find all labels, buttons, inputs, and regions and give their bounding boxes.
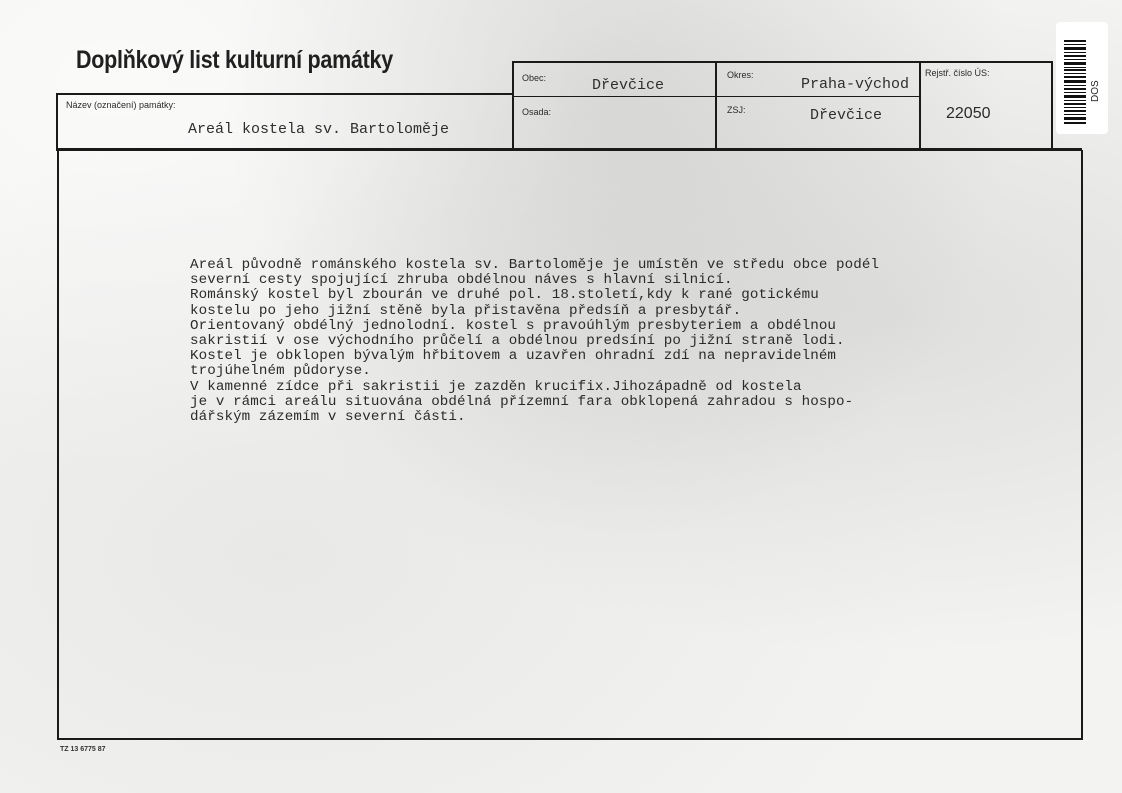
description-line: dářským zázemím v severní části. [190, 409, 466, 426]
header-vline-right [1051, 61, 1053, 151]
description-line: Románský kostel byl zbourán ve druhé pol. 18.století,kdy k rané gotickému [190, 287, 819, 304]
description-line: V kamenné zídce při sakristii je zazděn krucifix.Jihozápadně od kostela [190, 378, 802, 395]
header-vline-left [56, 93, 58, 151]
rejstrik-label: Rejstř. číslo ÚS: [925, 68, 990, 78]
description-line: Orientovaný obdélný jednolodní. kostel s pravoúhlým presbyteriem a obdélnou [190, 317, 837, 334]
header-vline-rejst [919, 61, 921, 151]
form-code: TZ 13 6775 87 [60, 746, 106, 753]
zsj-label: ZSJ: [727, 105, 746, 115]
zsj-value: Dřevčice [810, 107, 883, 124]
nazev-value: Areál kostela sv. Bartoloměje [188, 121, 450, 138]
name-box-top-line [56, 93, 514, 95]
description-line: severní cesty spojující zhruba obdélnou náves s hlavní silnicí. [190, 272, 733, 289]
header-vline-okres [715, 61, 717, 151]
okres-zsj-divider [716, 96, 920, 97]
description-line: je v rámci areálu situována obdélná přízemní fara obklopená zahradou s hospo- [190, 393, 854, 410]
barcode-label: DOS [1090, 80, 1101, 102]
body-box-bottom [57, 738, 1083, 740]
obec-label: Obec: [522, 73, 547, 83]
nazev-label: Název (označení) památky: [66, 100, 176, 110]
description-line: trojúhelném půdoryse. [190, 363, 371, 380]
description-line: Areál původně románského kostela sv. Bartoloměje je umístěn ve středu obce podél [190, 257, 880, 273]
description-line: Kostel je obklopen bývalým hřbitovem a uzavřen ohradní zdí na nepravidelném [190, 348, 837, 365]
okres-label: Okres: [727, 70, 754, 80]
description-line: sakristií v ose východního průčelí a obdélnou predsíní po jižní straně lodi. [190, 333, 845, 350]
description-text [190, 258, 879, 425]
header-vline-obec [512, 61, 514, 151]
barcode-sticker [1056, 22, 1108, 134]
barcode-icon [1056, 22, 1108, 134]
header-top-line [512, 61, 1052, 63]
body-box-left [57, 150, 59, 740]
description-line: kostelu po jeho jižní stěně byla přistavěna předsíň a presbytář. [190, 302, 742, 319]
obec-osada-divider [512, 96, 718, 97]
rejstrik-value: 22050 [946, 105, 991, 122]
form-title: Doplňkový list kulturní památky [76, 46, 393, 74]
osada-label: Osada: [522, 107, 552, 117]
obec-value: Dřevčice [592, 77, 665, 94]
body-box-right [1081, 150, 1083, 740]
okres-value: Praha-východ [801, 76, 910, 93]
header-bottom-line [56, 148, 1082, 151]
